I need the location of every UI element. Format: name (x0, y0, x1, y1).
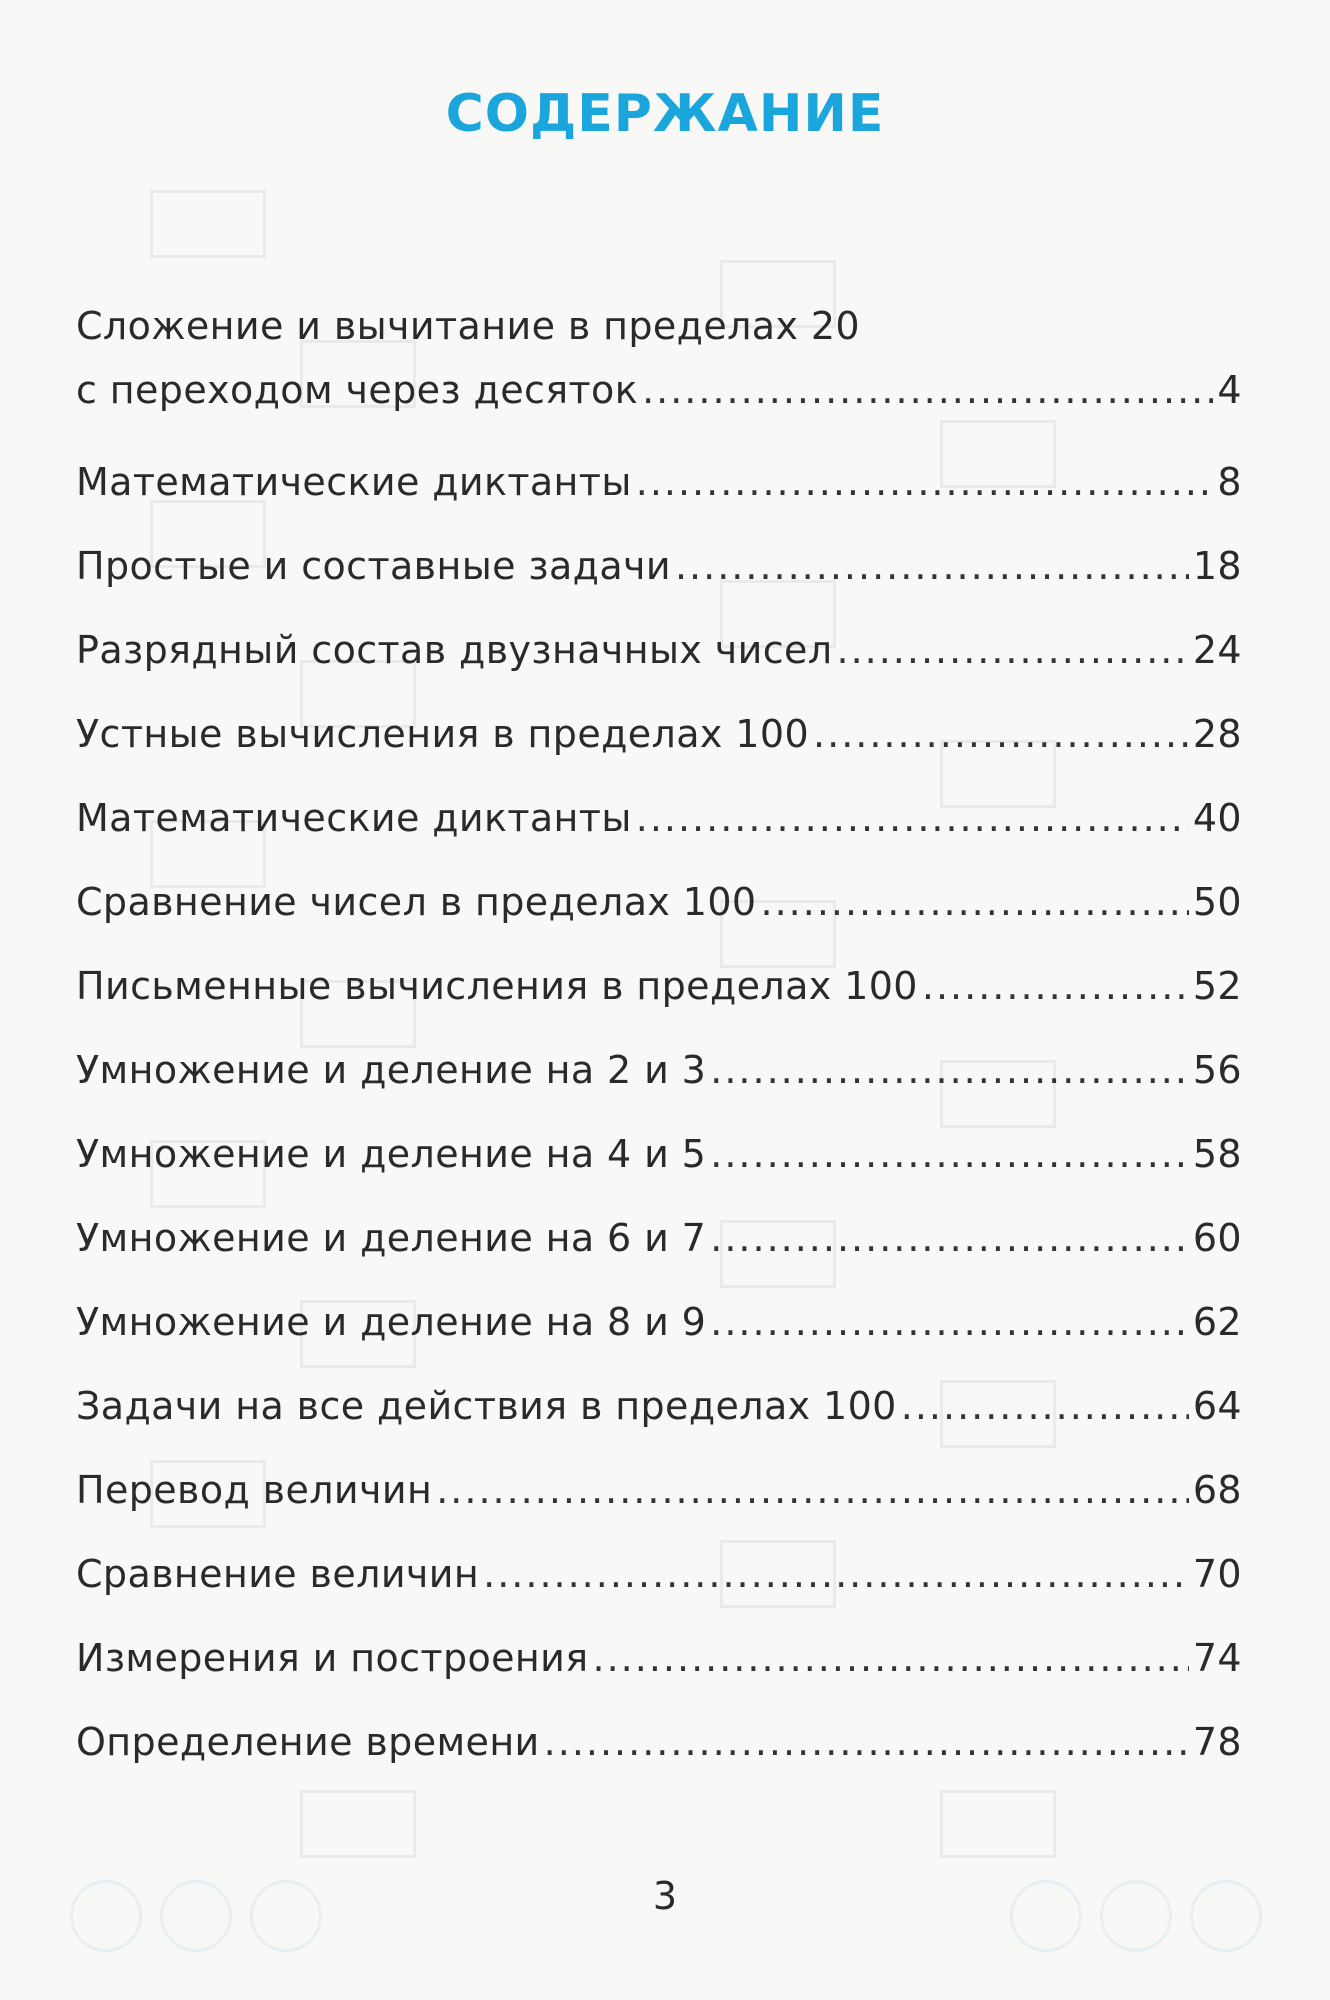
dot-leader (636, 776, 1189, 860)
toc-entry-title: Математические диктанты (76, 796, 632, 840)
toc-entry-title-line-1: Сложение и вычитание в пределах 20 (76, 304, 860, 348)
toc-entry-title: Простые и составные задачи (76, 544, 671, 588)
dot-leader (901, 1364, 1189, 1448)
dot-leader (710, 1196, 1189, 1280)
bleed-box (150, 190, 266, 258)
toc-entry (76, 1364, 1242, 1448)
toc-entry-page: 58 (1192, 1132, 1242, 1176)
toc-entry (76, 608, 1242, 692)
toc-entry-page: 50 (1192, 880, 1242, 924)
dot-leader (544, 1700, 1189, 1784)
toc-entry-title: Устные вычисления в пределах 100 (76, 712, 810, 756)
toc-entry (76, 1112, 1242, 1196)
dot-leader (710, 1280, 1189, 1364)
bleed-box (300, 1790, 416, 1858)
bleed-box (940, 1790, 1056, 1858)
toc-entry (76, 296, 1242, 440)
dot-leader (710, 1028, 1189, 1112)
toc-entry-page: 78 (1192, 1720, 1242, 1764)
toc-entry-page: 62 (1192, 1300, 1242, 1344)
toc-entry-title: Математические диктанты (76, 460, 632, 504)
toc-entry (76, 776, 1242, 860)
toc-entry-page: 28 (1192, 712, 1242, 756)
page-title: СОДЕРЖАНИЕ (445, 84, 885, 144)
toc-entry-page: 68 (1192, 1468, 1242, 1512)
toc-entry-title: Письменные вычисления в пределах 100 (76, 964, 918, 1008)
toc-entry-title: Перевод величин (76, 1468, 433, 1512)
dot-leader (761, 860, 1189, 944)
toc-entry-title: Умножение и деление на 6 и 7 (76, 1216, 707, 1260)
toc-entry (76, 692, 1242, 776)
toc-entry-page: 40 (1192, 796, 1242, 840)
toc-entry-page: 60 (1192, 1216, 1242, 1260)
dot-leader (836, 608, 1188, 692)
toc-entry-title: Сравнение величин (76, 1552, 480, 1596)
toc-entry-title: Сравнение чисел в пределах 100 (76, 880, 757, 924)
toc-entry-page: 74 (1192, 1636, 1242, 1680)
toc-entry (76, 440, 1242, 524)
toc-entry (76, 1196, 1242, 1280)
toc-entry-page: 8 (1217, 460, 1242, 504)
page-number: 3 (652, 1874, 678, 1918)
dot-leader (675, 524, 1189, 608)
dot-leader (593, 1616, 1189, 1700)
toc-entry-page: 24 (1192, 628, 1242, 672)
table-of-contents (76, 296, 1242, 1784)
dot-leader (642, 356, 1213, 424)
toc-entry (76, 944, 1242, 1028)
toc-entry-title: Определение времени (76, 1720, 540, 1764)
dot-leader (813, 692, 1189, 776)
toc-entry (76, 1280, 1242, 1364)
toc-entry-title: Измерения и построения (76, 1636, 589, 1680)
toc-entry-title: Разрядный состав двузначных чисел (76, 628, 833, 672)
toc-entry-title: Умножение и деление на 4 и 5 (76, 1132, 707, 1176)
dot-leader (483, 1532, 1189, 1616)
toc-entry-title: Умножение и деление на 8 и 9 (76, 1300, 707, 1344)
toc-entry-page: 18 (1192, 544, 1242, 588)
dot-leader (710, 1112, 1189, 1196)
dot-leader (636, 440, 1214, 524)
toc-entry (76, 1700, 1242, 1784)
toc-entry (76, 1028, 1242, 1112)
toc-entry-title: Умножение и деление на 2 и 3 (76, 1048, 707, 1092)
toc-entry-page: 56 (1192, 1048, 1242, 1092)
dot-leader (436, 1448, 1189, 1532)
toc-entry (76, 1616, 1242, 1700)
dot-leader (922, 944, 1189, 1028)
toc-entry-page: 4 (1217, 368, 1242, 412)
toc-entry (76, 1532, 1242, 1616)
toc-entry-title: Задачи на все действия в пределах 100 (76, 1384, 897, 1428)
toc-entry-title-line-2: с переходом через десяток (76, 368, 639, 412)
toc-entry-page: 64 (1192, 1384, 1242, 1428)
toc-entry-page: 52 (1192, 964, 1242, 1008)
toc-entry-page: 70 (1192, 1552, 1242, 1596)
toc-entry (76, 860, 1242, 944)
toc-entry (76, 1448, 1242, 1532)
toc-entry (76, 524, 1242, 608)
